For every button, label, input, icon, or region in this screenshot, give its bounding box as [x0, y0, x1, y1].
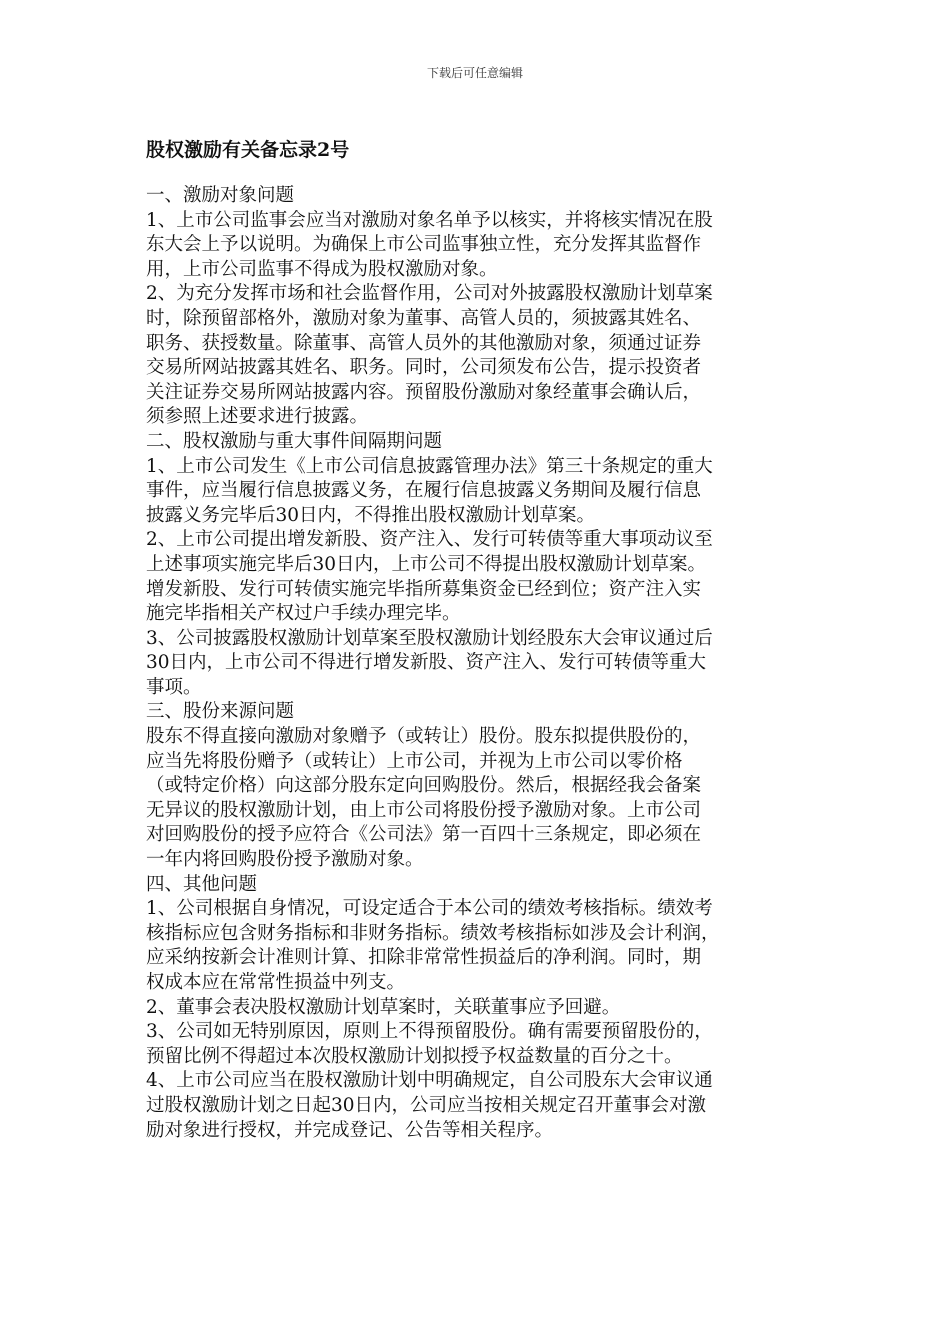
text-line: 应当先将股份赠予（或转让）上市公司，并视为上市公司以零价格	[146, 750, 683, 772]
text-line: 1、上市公司发生《上市公司信息披露管理办法》第三十条规定的重大	[146, 455, 713, 477]
text-line: 用，上市公司监事不得成为股权激励对象。	[146, 258, 498, 280]
text-line: 上述事项实施完毕后30日内，上市公司不得提出股权激励计划草案。	[146, 553, 707, 575]
text-line: 职务、获授数量。除董事、高管人员外的其他激励对象，须通过证券	[146, 332, 702, 354]
text-line: 1、公司根据自身情况，可设定适合于本公司的绩效考核指标。绩效考	[146, 898, 713, 920]
text-line: 3、公司如无特别原因，原则上不得预留股份。确有需要预留股份的，	[146, 1021, 713, 1043]
text-line: 1、上市公司监事会应当对激励对象名单予以核实，并将核实情况在股	[146, 209, 713, 231]
page-header-note: 下载后可任意编辑	[426, 66, 523, 80]
text-line: （或特定价格）向这部分股东定向回购股份。然后，根据经我会备案	[146, 775, 702, 797]
section-heading-4: 四、其他问题	[146, 873, 258, 895]
text-line: 须参照上述要求进行披露。	[146, 406, 369, 428]
text-line: 核指标应包含财务指标和非财务指标。绩效考核指标如涉及会计利润，	[146, 922, 720, 944]
document-title: 股权激励有关备忘录2号	[146, 139, 350, 161]
text-line: 施完毕指相关产权过户手续办理完毕。	[146, 603, 461, 625]
section-heading-1: 一、激励对象问题	[146, 185, 295, 206]
text-line: 对回购股份的授予应符合《公司法》第一百四十三条规定，即必须在	[146, 824, 702, 846]
text-line: 事件，应当履行信息披露义务，在履行信息披露义务期间及履行信息	[146, 480, 702, 502]
text-line: 交易所网站披露其姓名、职务。同时，公司须发布公告，提示投资者	[146, 357, 702, 379]
text-line: 过股权激励计划之日起30日内，公司应当按相关规定召开董事会对激	[146, 1094, 707, 1116]
text-line: 应采纳按新会计准则计算、扣除非常常性损益后的净利润。同时，期	[146, 947, 702, 969]
text-line: 一年内将回购股份授予激励对象。	[146, 849, 424, 871]
text-line: 2、董事会表决股权激励计划草案时，关联董事应予回避。	[146, 996, 621, 1018]
text-line: 股东不得直接向激励对象赠予（或转让）股份。股东拟提供股份的，	[146, 726, 702, 748]
text-line: 关注证券交易所网站披露内容。预留股份激励对象经董事会确认后，	[146, 381, 702, 403]
text-line: 增发新股、发行可转债实施完毕指所募集资金已经到位；资产注入实	[146, 578, 702, 600]
text-line: 2、为充分发挥市场和社会监督作用，公司对外披露股权激励计划草案	[146, 283, 713, 305]
text-line: 权成本应在常常性损益中列支。	[146, 972, 406, 993]
section-heading-2: 二、股权激励与重大事件间隔期问题	[146, 430, 443, 452]
text-line: 时，除预留部格外，激励对象为董事、高管人员的，须披露其姓名、	[146, 307, 702, 329]
text-line: 事项。	[146, 676, 202, 698]
text-line: 预留比例不得超过本次股权激励计划拟授予权益数量的百分之十。	[146, 1045, 683, 1067]
text-line: 披露义务完毕后30日内，不得推出股权激励计划草案。	[146, 504, 596, 526]
text-line: 30日内，上市公司不得进行增发新股、资产注入、发行可转债等重大	[146, 652, 707, 674]
text-line: 2、上市公司提出增发新股、资产注入、发行可转债等重大事项动议至	[146, 529, 713, 551]
text-line: 东大会上予以说明。为确保上市公司监事独立性，充分发挥其监督作	[146, 234, 702, 256]
text-line: 无异议的股权激励计划，由上市公司将股份授予激励对象。上市公司	[146, 799, 702, 821]
text-line: 4、上市公司应当在股权激励计划中明确规定，自公司股东大会审议通	[146, 1070, 713, 1092]
section-heading-3: 三、股份来源问题	[146, 701, 295, 723]
text-line: 3、公司披露股权激励计划草案至股权激励计划经股东大会审议通过后	[146, 627, 713, 649]
document-body	[146, 184, 806, 1143]
text-line: 励对象进行授权，并完成登记、公告等相关程序。	[146, 1119, 554, 1141]
